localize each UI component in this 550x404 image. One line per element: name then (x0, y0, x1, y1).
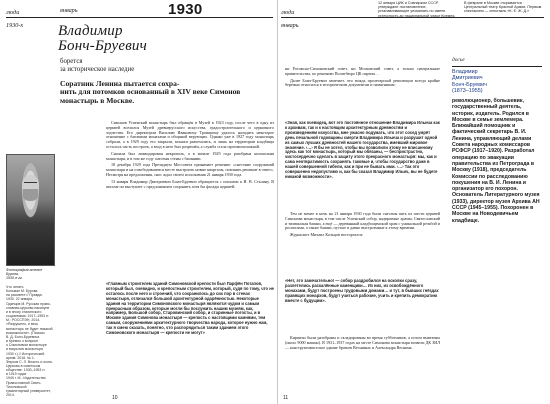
right-paragraph-1: ни Рогожско-Симоновский совет, ни Московский совет, а только центральные правительства, по решению Политбюро ЦК партии… (285, 66, 440, 76)
left-paragraph-1: Симонов Успенский монастырь был обращён в Музей в 1923 году, после чего в одну из церквей вселился Музей древнерусского искусства, градостроительного и церковного зодчества. Его директором Василию Ивановичу Троицкому удалось наладить некоторое отношение с близкими монахами и общиной верующих. Однако уже в 1927 году монастырь собрали, а в 1929 году его закрыли, монахи разъехались, и лишь на территории кладбища осталось часть построек, а вход в него был разрешён, а служба стала противоположной. (106, 120, 274, 149)
portrait-glasses (24, 182, 37, 186)
right-paragraph-4: Журналист Михаил Кольцов восторгался: (290, 232, 364, 238)
right-page-number: 11 (283, 395, 289, 401)
top-note-2: В феврале в Москве открывается Центральный театр Красной Армии. Первым спектаклем — спектакль «К. Е. Ж. Д.» (464, 1, 542, 14)
header-rule (6, 17, 273, 18)
dossier-rule (452, 66, 542, 67)
right-body-column-middle (285, 212, 440, 240)
story-headline: Соратник Ленина пытается сохра- нить для потомков основанный в XIV веке Симонов монастырь в Москве. (60, 79, 241, 105)
left-page-number: 10 (112, 395, 118, 401)
right-paragraph-5: Кирпичи были разобраны и складированы во время субботников, а потом вывезены (около 9000 машин). В 1931–1937 годах на месте Симонова монастыря возвели ДК ЗИЛ — конструктивистское здание братьев Весниных и Александра Веснина. (285, 335, 440, 350)
right-paragraph-2: Далее Бонч-Бруевич замечает, что вождь пролетарской революции всегда крайне бережно относился к историческим документам и памятникам: (285, 77, 440, 88)
story-subtitle: борется за историческое наследие (60, 58, 135, 73)
portrait-beard (23, 189, 38, 201)
page-gutter (277, 0, 278, 404)
running-head-section: январь (60, 7, 78, 14)
right-quote-2: «Нет, это замечательно! — собор раздробился на осколки сразу, разлетелись раскалённые каменщики… Из них, из освобождённого монахами, будут построены трудовыми домами… и тут, в бывших гнёздах правящих монархов, будут учиться рабочие, учить и крепить демократию вместе с будущим». (285, 278, 439, 303)
dossier-biography: революционер, большевик, государственный деятель, историк, издатель. Родился в Москве в семье землемера. Ближайший помощник и фактический секретарь В. И. Ленина, управляющий делами Совета народных комиссаров РСФСР (1917–1920). Разработал операцию по эвакуации правительства из Петрограда в Москву (1918), председатель Комиссии по расследованию покушения на В. И. Ленина и организатор его похорон. Основатель Литературного музея (1933), директор музея Архива АН СССР (1945–1955). Похоронен в Москве на Новодевичьем кладбище. (452, 98, 540, 224)
right-body-column-top (285, 67, 440, 90)
left-paragraph-4: 13 января Владимир Дмитриевич Бонч-Бруевич обращается с письмом к И. В. Сталину. В письме он выступает с предложением сохранить хотя бы фасады церквей: (106, 178, 274, 189)
right-paragraph-3: Тем не менее в ночь на 21 января 1930 года были снесены пять из шести церквей Симонова монастыря, в том числе Успенский собор, надвратные храмы, Святославский и тихвинская башни, а ещё — деревянный кладбищенский храм с уникальной резьбой и росписями, а также башни, пустые и давно выстроенные к этому времени. (285, 211, 440, 231)
photo-caption: Фотография ателье Бурова. 1930-е гг. (6, 268, 43, 281)
dossier-label: досье (452, 57, 465, 63)
right-running-head-label: люди (281, 8, 295, 16)
right-quote-1: «Зная, как очевидец, вот это постоянное отношение Владимира Ильича как к архивам, так и к настоящим архитектурным древностям и произведениям искусства, мне ужасно подумать, что этот сосед умрёт день печальной годовщины смерти Владимира Ильича и разрушит одной из самых лучших древностей нашего государства, имевший мировое значение. ‹…› Я бы не хотел, чтобы вы позволили этому не вписанному здесь как тот монастырь, который мы обязаны, — беспристрастно, чистосердечно сделать в защиту этого прекрасного монастыря: мы, как и сама неотвратимость сохранять таковые и, чтобы государство даже в нашей совершенной гибели, как и при не бывать ими. ‹…› Так это совершенно недопустимо и, как бы сказал Владимир Ильич, вы не будете никакой возможности». (285, 120, 440, 179)
left-body-column (106, 121, 274, 191)
person-name: Владимир Бонч-Бруевич (58, 23, 147, 54)
left-quote: «Главным строителем зданий Симоновской крепости был Парфён Потапов, который был, очевидно, и крепостным строителем, который, судя по тому, что не осталось после него и строений, что сохранилось до сих пор в стенах монастыря, отличался большой архитектурной одарённостью. Некоторые здания на территории Симоновского монастыря являются чудом и самым прекрасным образом, которые могли бы послужить нашим музеям, как, например, Большой собор, Старовинский собор, и старинные погосты, и в Москве здания Симонова монастыря — крепость с настоящими камнями, тем самым, сооружениями архитектурного творчества народа, которое нужно нам, так я смею сказать, понятно, что распорядиться таким зданием этого Симоновского монастыря — крепости не могут» (106, 281, 274, 336)
right-body-column-bottom (285, 336, 440, 352)
reading-notes: Что читать Кольман М. Бурова на рассвете // Правда. 1930. 22 января. Одинцов М. Русская право- славная церковь накануне и в эпоху сталинского социализма. 1917–1953 гг. М.: РОССПЭН, 2014. «Разрушено, и весь монастырь не будет никакой возможности». (Письмо В. Д. Бонч-Бруевича в Кремль о вопросе о Симоновом монастыре и вскрытия монастыря 1930 г.) // Исторический архив. 2016. № 1. Фирсов С. Л. Власть и огонь. Церковь в советском обществе. 1930–1953 гг. в 1919 годах 1949 г. М.: Издательство Православной Свято-Тихоновской гуманитарный университет, 2014. (6, 285, 54, 398)
left-paragraph-2: Сначала был ликвидирован некрополь, а в начале 1929 года разобрана колокольня монастыря, и в том же году снесены стены с башнями. (106, 150, 274, 161)
running-head-years: 1930-х (6, 21, 24, 29)
running-head-label-text: люди (6, 8, 20, 16)
running-head-year: 1930 (168, 1, 203, 18)
portrait-photo (6, 154, 55, 266)
dossier-name: Владимир Дмитриевич Бонч-Бруевич (1873–1955) (452, 69, 487, 94)
top-note-1: 12 января ЦИК и Совнарком СССР утверждают постановление, устанавливающее упоминать по имени статусность до национальной улице Кремля. (378, 1, 456, 18)
right-running-head-section: январь (281, 21, 299, 29)
left-paragraph-3: 18 декабря 1929 года Президиум Моссовета принимает решение: «снесение сооружений монастыря и на освободившемся месте выстроить новые кварталы, повлиять решение в ответ». Несмотря на предложения, снос ждал своего исполнения 21 января 1930 года. (106, 162, 274, 177)
